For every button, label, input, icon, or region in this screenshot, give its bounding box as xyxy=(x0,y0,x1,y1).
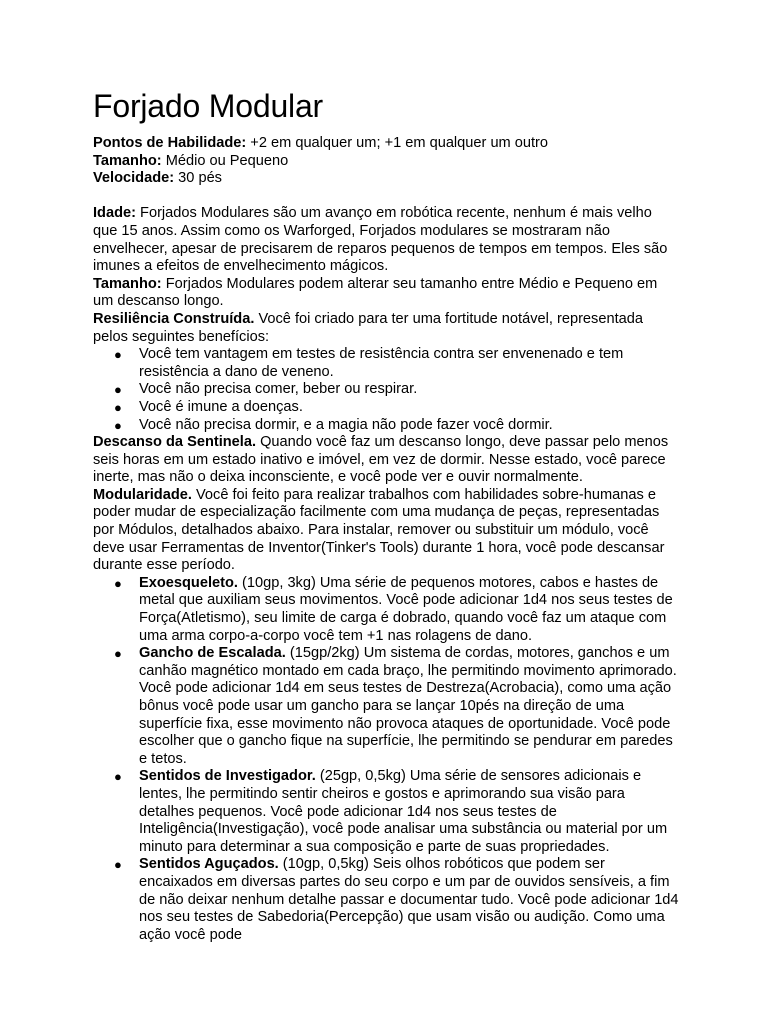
ability-value: +2 em qualquer um; +1 em qualquer um outro xyxy=(246,135,549,151)
module-name: Sentidos Aguçados. xyxy=(139,856,279,873)
page-title: Forjado Modular xyxy=(93,88,324,124)
ability-line xyxy=(93,135,679,153)
age-text: Forjados Modulares são um avanço em robótica recente, nenhum é mais velho que 15 anos. Assim como os Warforged, Forjados modulares se mostraram não envelhecer, apesar de precisarem de reparos pequenos de tempos em tempos. Eles são imunes a efeitos de envelhecimento mágicos. xyxy=(93,205,668,275)
module-name: Exoesqueleto. xyxy=(139,574,238,591)
paragraph-spacer xyxy=(93,188,679,206)
bullet-icon: ● xyxy=(114,382,122,398)
list-item xyxy=(93,417,679,435)
size-trait-text: Forjados Modulares podem alterar seu tamanho entre Médio e Pequeno em um descanso longo. xyxy=(93,275,658,310)
modularity-paragraph xyxy=(93,487,679,575)
speed-line xyxy=(93,170,679,188)
size-trait-paragraph xyxy=(93,276,679,311)
bullet-icon: ● xyxy=(114,857,122,873)
size-line xyxy=(93,153,679,171)
speed-value: 30 pés xyxy=(174,170,222,187)
bullet-icon: ● xyxy=(114,399,122,415)
list-item-text: Você não precisa comer, beber ou respirar. xyxy=(139,381,418,398)
module-text: (10gp, 3kg) Uma série de pequenos motores, cabos e hastes de metal que auxiliam seus movimentos. Você pode adicionar 1d4 nos seus testes de Força(Atletismo), seu limite de carga é dobrado, quando você faz um ataque com uma arma corpo-a-corpo você tem +1 nas rolagens de dano. xyxy=(139,574,673,644)
resilience-label: Resiliência Construída. xyxy=(93,310,255,327)
sentinel-text: Quando você faz um descanso longo, deve passar pelo menos seis horas em um estado inativo e imóvel, em vez de dormir. Nesse estado, você parece inerte, mas não o deixa inconsciente, e você pode ver e ouvir normalmente. xyxy=(93,434,669,486)
bullet-icon: ● xyxy=(114,417,122,433)
list-item xyxy=(93,399,679,417)
module-text: (15gp/2kg) Um sistema de cordas, motores, ganchos e um canhão magnético montado em cada braço, lhe permitindo movimento aprimorado. Você pode adicionar 1d4 em seus testes de Destreza(Acrobacia), como uma ação bônus você pode usar um gancho para se lançar 10pés na direção de uma superfície fixa, esse movimento não provoca ataques de oportunidade. Você pode escolher que o gancho fique na superfície, lhe permitindo se pendurar em paredes e tetos. xyxy=(139,645,677,767)
list-item-text: Você tem vantagem em testes de resistência contra ser envenenado e tem resistência a dano de veneno. xyxy=(139,346,624,380)
module-item-gancho xyxy=(93,645,679,768)
module-name: Gancho de Escalada. xyxy=(139,645,286,662)
bullet-icon: ● xyxy=(114,347,122,363)
age-label: Idade: xyxy=(93,205,136,222)
modularity-text: Você foi feito para realizar trabalhos com habilidades sobre-humanas e poder mudar de especialização facilmente com uma mudança de peças, representadas por Módulos, detalhados abaixo. Para instalar, remover ou substituir um módulo, você deve usar Ferramentas de Inventor(Tinker's Tools) durante 1 hora, você pode descansar durante esse período. xyxy=(93,486,665,574)
list-item xyxy=(93,381,679,399)
module-name: Sentidos de Investigador. xyxy=(139,768,316,785)
speed-label: Velocidade: xyxy=(93,170,175,187)
sentinel-label: Descanso da Sentinela. xyxy=(93,434,257,451)
resilience-list xyxy=(93,346,679,434)
module-text: (10gp, 0,5kg) Seis olhos robóticos que podem ser encaixados em diversas partes do seu corpo e um par de ouvidos sensíveis, a fim de não deixar nenhum detalhe passar e documentar tudo. Você pode adicionar 1d4 nos seu testes de Sabedoria(Percepção) que usam visão ou audição. Como uma ação você pode xyxy=(139,856,679,943)
module-item-investigador xyxy=(93,768,679,856)
module-item-exoesqueleto xyxy=(93,575,679,645)
resilience-paragraph xyxy=(93,311,679,346)
list-item xyxy=(93,346,679,381)
resilience-text: Você foi criado para ter uma fortitude notável, representada pelos seguintes benefícios: xyxy=(93,310,643,345)
size-trait-label: Tamanho: xyxy=(93,275,162,292)
bullet-icon: ● xyxy=(114,575,122,591)
module-item-aguçados xyxy=(93,856,679,944)
sentinel-paragraph xyxy=(93,434,679,487)
list-item-text: Você não precisa dormir, e a magia não pode fazer você dormir. xyxy=(139,416,553,433)
document-page xyxy=(93,86,679,944)
bullet-icon: ● xyxy=(114,769,122,785)
module-text: (25gp, 0,5kg) Uma série de sensores adicionais e lentes, lhe permitindo sentir cheiros e gostos e aprimorando sua visão para detalhes pequenos. Você pode adicionar 1d4 nos seus testes de Inteligência(Investigação), você pode analisar uma substância ou material por um minuto para determinar a sua composição e parte de suas propriedades. xyxy=(139,768,668,855)
size-label: Tamanho: xyxy=(93,152,162,169)
size-value: Médio ou Pequeno xyxy=(161,152,289,169)
modularity-label: Modularidade. xyxy=(93,486,192,503)
ability-label: Pontos de Habilidade: xyxy=(93,135,247,151)
bullet-icon: ● xyxy=(114,646,122,662)
modules-list xyxy=(93,575,679,944)
list-item-text: Você é imune a doenças. xyxy=(139,398,303,415)
age-paragraph xyxy=(93,205,679,275)
